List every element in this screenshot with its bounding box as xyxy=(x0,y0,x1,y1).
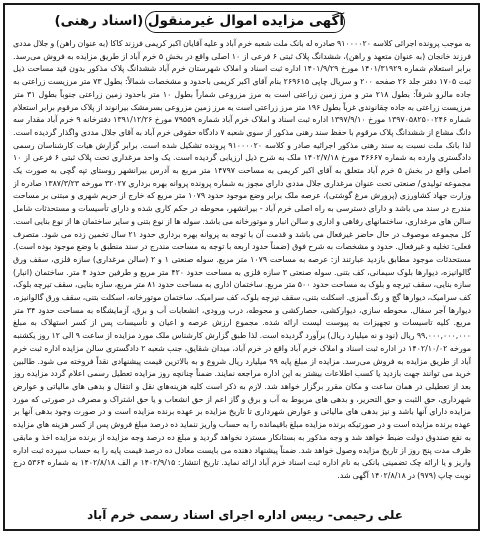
notice-title: آگهی مزایده اموال غیرمنقول (اسناد رهنی) xyxy=(145,11,345,33)
notice-body: به موجب پرونده اجرائی کلاسه ۹۱۰۰۰۰۲۰ صادره له بانک ملت شعبه خرم آباد و علیه آقایان اکبر کریمی فرزند کاکا (به عنوان راهن) و جلال مددی فرزند خانجان (به عنوان متعهد و راهن)، ششدانگ پلاک ثبتی ۶ فرعی از ۱۰ اصلی واقع در بخش ۵ خرم آباد از طریق مزایده به فروش می‌رسد. برابر استعلام شماره ۱۴۰۱/۳۱۹۲۹ مورخ ۱۴۰۱/۹/۲۹ اداره ثبت اسناد و املاک شهرستان خرم آباد ششدانگ پلاک مذکور بدون قید مساحت ذیل ثبت ۱۷۰۵ دفتر جلد ۲۶ صفحه ۲۰۰ و سریال چاپی ۲۶۹۶۱۵ بنام آقای اکبر کریمی باحدود و مشخصات شمالاً: بطول ۷۳ متر مرزیست زراعتی به جاده مالرو شرقاً: بطول ۲۱۸ متر و مرز زمین زراعتی است به مرز مزروعی شماراً بطول ۱۰ متر باحدود زمین زراعتی جنوباً بطول ۳۱ متر مرزیست زراعتی به جاده چقانوندی غرباً بطول ۱۹۶ متر مرز زراعتی است به مرز زمین مزروعی بسرمشک بیرانوند از پلاک مرقوم برابر استعلام شماره ۱۳۹۷۰۵۸۲۵۰۰۲۴۶ مورخ ۱۳۹۷/۹/۱۰ اداره ثبت اسناد و املاک خرم آباد شماره ۷۹۵۵۹ مورخ ۱۳۹۱/۱۲/۲۶ دفترخانه ۹ خرم آباد مقدار سه دانگ مشاع از ششدانگ پلاک مرقوم با حفظ سند رهنی مذکور از سوی شعبه ۷ دادگاه حقوقی خرم آباد به آقای جلال مددی واگذار گردیده است. لذا بانک ملت نسبت به سند رهنی مذکور اجرائیه صادر و کلاسه ۹۱۰۰۰۰۲۰ پرونده تشکیل شده است. برابر گزارش هیات کارشناسان رسمی دادگستری وارده به شماره ۴۶۶۶۷ مورخ ۱۴۰۲/۷/۱۸ ملک به شرح ذیل ارزیابی گردیده است. یک واحد مرغداری تحت پلاک ثبتی ۶ فرعی از ۱۰ اصلی واقع در بخش ۵ خرم آباد متعلق به آقای اکبر کریمی به مساحت ۱۴۷۹۷ متر مربع به آدرس بیرانشهر روستای تپه گچی به صورت یک مجموعه تولیدی/ صنعتی تحت عنوان مرغداری جلال مددی دارای مجوز به شماره پرونده پروانه بهره برداری ۳۲۰۲۷ مورخه ۱۳۸۷/۳/۲۳ صادره از وزارت جهاد کشاورزی (پرورش مرغ گوشتی)، عرصه ملک برابر وضع موجود حدود ۱۰۷۹ متر مربع که خارج از حریم شهری و مبتنی بر مساحت مندرج در سند می باشد و دارای دسترسی به راه اصلی خرم آباد - بیرانشهر، محوطه در حکم کاری شده و دارای تأسیسات و مستحدثات شامل سالن های مرغداری، ساختمانهای رفاهی و اداری و سالن انبار و موتورخانه می باشد. سوله ها از نوع بتنی و سایر ساختمان ها از نوع بنایی است. کل مجموعه موصوف در حال حاضر غیرفعال می باشد و قدمت آن با توجه به پروانه بهره برداری حدود ۲۱ سال تخمین زده می شود. متصرف فعلی: تخلیه و غیرفعال. حدود و مشخصات به شرح فوق (ضمناً حدود اربعه با توجه به مساحت مندرج در سند منطبق با وضع موجود بوده است). مستحدثات موجود مطابق بازدید عبارتند از: عرصه به مساحت ۱۰۷۹ متر مربع. سوله صنعتی ۱ و ۲ (سالن مرغداری) سازه فلزی، سقف ورق گالوانیزه، دیوارها بلوک سیمانی، کف بتنی. سوله صنعتی ۳ سازه فلزی به مساحت حدود ۴۲۰ متر مربع و طرفین حدود ۴ متر. ساختمان (انبار) سازه بنایی، سقف تیرچه و بلوک به مساحت حدود ۵۰۰ متر مربع. ساختمان اداری به مساحت حدود ۸۱ متر مربع، سازه بنایی، سقف تیرچه بلوک، کف سرامیک، دیوارها گچ و رنگ آمیزی. اسکلت بتنی، سقف تیرچه بلوک، کف سرامیک. ساختمان موتورخانه، اسکلت بتنی، سقف ورق گالوانیزه، دیوارها آجر سفال. محوطه سازی، دیوارکشی، حصارکشی و محوطه، درب ورودی، انشعابات آب و برق، آزمایشگاه به مساحت حدود ۳۴ متر مربع. کلیه تاسیسات و تجهیزات به پیوست لیست ارائه شده. مجموع ارزش عرصه و اعیان و تأسیسات پس از کسر استهلاک به مبلغ ۹۹,۰۰۰,۰۰۰,۰۰۰ ریال (نود و نه میلیارد ریال) برآورد گردیده است. لذا طبق گزارش کارشناس ملک مورد مزایده از ساعت ۹ الی ۱۲ روز یکشنبه مورخه ۱۴۰۲/۱۰/۰۲ در اداره ثبت اسناد و املاک خرم آباد واقع در خرم آباد، میدان شقایق، جنب شعبه ۲ دادگستری سالن مزایده اداره ثبت خرم آباد از طریق مزایده به فروش می‌رسد. مزایده از مبلغ پایه ۹۹ میلیارد ریال شروع و به بالاترین قیمت پیشنهادی نقداً فروخته می شود. طالبین خرید می توانند جهت بازدید یا کسب اطلاعات بیشتر به این اداره مراجعه نمایند. ضمناً چنانچه روز مزایده تعطیل رسمی اعلام گردد مزایده روز بعد از تعطیلی در همان ساعت و مکان مقرر برگزار خواهد شد. لازم به ذکر است کلیه هزینه‌های نقل و انتقال و بدهی های مالیاتی و عوارض شهرداری، حق الثبت و حق التحریر، و بدهی های مربوط به آب و برق و گاز اعم از حق انشعاب و یا حق اشتراک و مصرف در صورتی که مورد مزایده دارای آنها باشد و نیز بدهی های مالیاتی و عوارض شهرداری تا تاریخ مزایده بر عهده برنده مزایده است و در صورت وجود بدهی آنها بر عهده برنده مزایده است و در صورتیکه برنده مزایده مبلغ باقیمانده را به حساب واریز ننماید ده درصد مبلغ فروش پس از کسر هزینه های مزایده به نفع صندوق دولت ضبط خواهد شد و وجه مذکور به بستانکار مسترد نخواهد گردید و مبلغ ده درصد وجه مزایده از برنده مزایده اخذ و مابقی ظرف مدت پنج روز از تاریخ مزایده وصول خواهد شد. ضمناً پیشنهاد دهنده می بایست معادل ده درصد قیمت پایه را به حساب سپرده ثبت اداره واریز و یا ارائه چک تضمینی بانکی به نام اداره ثبت اسناد خرم آباد ارائه نماید. تاریخ انتشار: ۱۴۰۲/۹/۱۵ م الف ۱۴۰۲/۸/۱۸ به شماره ۵۳۶۴ درج نوبت چاپ (۹۷۹) در ۱۴۰۲/۸/۱۸ آگهی شد. xyxy=(13,39,471,480)
notice-signature: علی رحیمی- رییس اداره اجرای اسناد رسمی خرم آباد xyxy=(87,508,403,522)
notice-frame xyxy=(3,3,480,531)
